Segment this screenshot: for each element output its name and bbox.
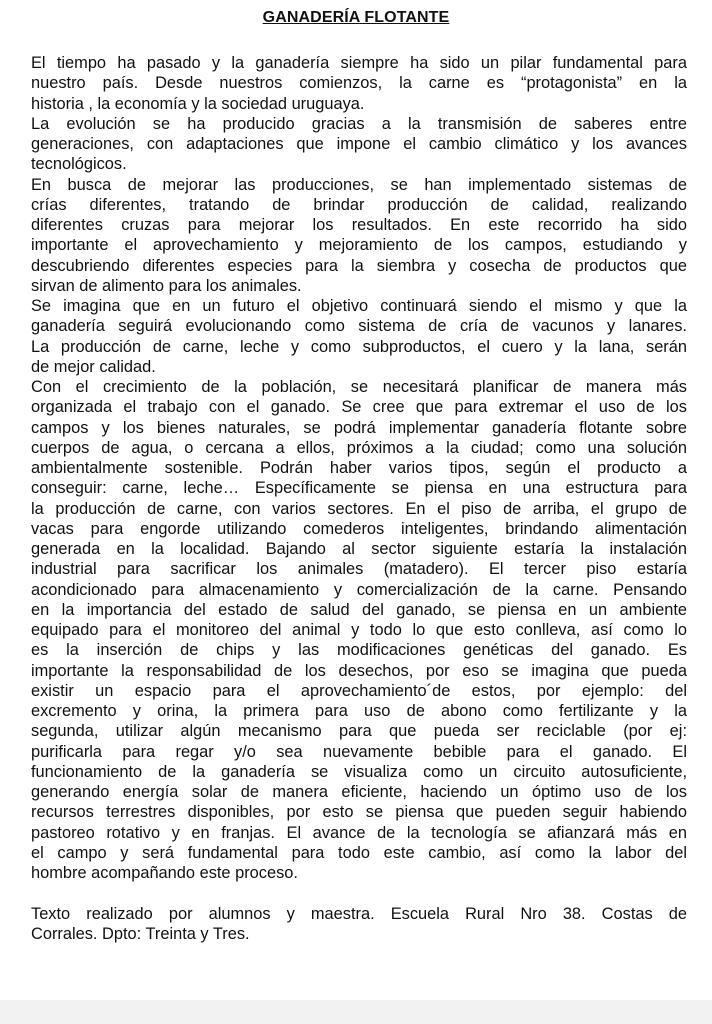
paragraph-line: cuerpos de agua, o cercana a ellos, próximos a la ciudad; como una solución [31,438,687,457]
paragraph-line: descubriendo diferentes especies para la siembra y cosecha de productos que [31,256,687,275]
paragraph-line: conseguir: carne, leche… Específicamente se piensa en una estructura para [31,479,687,498]
paragraph-line: importante el aprovechamiento y mejoramiento de los campos, estudiando y [31,236,687,255]
paragraph-line: la producción de carne, con varios sectores. En el piso de arriba, el grupo de [31,499,687,518]
paragraph-line: el campo y será fundamental para todo este cambio, así como la labor del [31,843,687,862]
paragraph-line: en la importancia del estado de salud del ganado, se piensa en un ambiente [31,600,687,619]
paragraph-line: existir un espacio para el aprovechamiento´de estos, por ejemplo: del [31,681,687,700]
paragraph-line: crías diferentes, tratando de brindar producción de calidad, realizando [31,195,687,214]
page-bottom-margin [0,1000,712,1024]
paragraph-line: generando energía solar de manera eficiente, haciendo un óptimo uso de los [31,783,687,801]
paragraph-line: ganadería seguirá evolucionando como sistema de cría de vacunos y lanares. [31,317,687,336]
paragraph-line: nuestro país. Desde nuestros comienzos, la carne es “protagonista” en la [31,74,687,93]
paragraph-line: industrial para sacrificar los animales (matadero). El tercer piso estaría [31,560,687,579]
paragraph-line: generada en la localidad. Bajando al sector siguiente estaría la instalación [31,540,687,558]
paragraph-line: campos y los bienes naturales, se podrá implementar ganadería flotante sobre [31,418,687,437]
paragraph-line: equipado para el monitoreo del animal y todo lo que esto conlleva, así como lo [31,621,687,639]
paragraph-line: de mejor calidad. [31,357,156,376]
paragraph-line: segunda, utilizar algún mecanismo para que pueda ser reciclable (por ej: [31,722,687,741]
paragraph-line: importante la responsabilidad de los desechos, por eso se imagina que pueda [31,661,687,680]
paragraph-line: El tiempo ha pasado y la ganadería siempre ha sido un pilar fundamental para [31,54,687,72]
paragraph-line: ambientalmente sostenible. Podrán haber varios tipos, según el producto a [31,459,687,477]
paragraph-gap [31,883,687,903]
paragraph-line: acondicionado para almacenamiento y comercialización de la carne. Pensando [31,580,687,599]
paragraph-line: En busca de mejorar las producciones, se han implementado sistemas de [31,175,687,194]
paragraph-line: Con el crecimiento de la población, se necesitará planificar de manera más [31,378,687,396]
paragraph-line: Se imagina que en un futuro el objetivo continuará siendo el mismo y que la [31,297,687,315]
paragraph-line: es la inserción de chips y las modificaciones genéticas del ganado. Es [31,641,687,660]
footer-line: Corrales. Dpto: Treinta y Tres. [31,924,250,943]
paragraph-line: tecnológicos. [31,155,127,174]
paragraph-line: La evolución se ha producido gracias a la transmisión de saberes entre [31,114,687,133]
document-body [31,53,687,944]
paragraph-line: organizada el trabajo con el ganado. Se cree que para extremar el uso de los [31,398,687,417]
paragraph-line: sirvan de alimento para los animales. [31,276,302,295]
paragraph-line: hombre acompañando este proceso. [31,864,298,882]
paragraph-line: purificarla para regar y/o sea nuevamente bebible para el ganado. El [31,742,687,761]
paragraph-line: funcionamiento de la ganadería se visualiza como un circuito autosuficiente, [31,762,687,781]
paragraph-line: diferentes cruzas para mejorar los resultados. En este recorrido ha sido [31,216,687,234]
paragraph-line: La producción de carne, leche y como subproductos, el cuero y la lana, serán [31,337,687,356]
paragraph-line: pastoreo rotativo y en franjas. El avance de la tecnología se afianzará más en [31,823,687,842]
footer-line: Texto realizado por alumnos y maestra. Escuela Rural Nro 38. Costas de [31,904,687,923]
paragraph-line: recursos terrestres disponibles, por esto se piensa que pueden seguir habiendo [31,803,687,822]
document-title: GANADERÍA FLOTANTE [262,9,450,26]
paragraph-line: historia , la economía y la sociedad uruguaya. [31,94,365,113]
paragraph-line: vacas para engorde utilizando comederos inteligentes, brindando alimentación [31,519,687,538]
paragraph-line: excremento y orina, la primera para uso de abono como fertilizante y la [31,702,687,720]
paragraph-line: generaciones, con adaptaciones que impone el cambio climático y los avances [31,135,687,153]
